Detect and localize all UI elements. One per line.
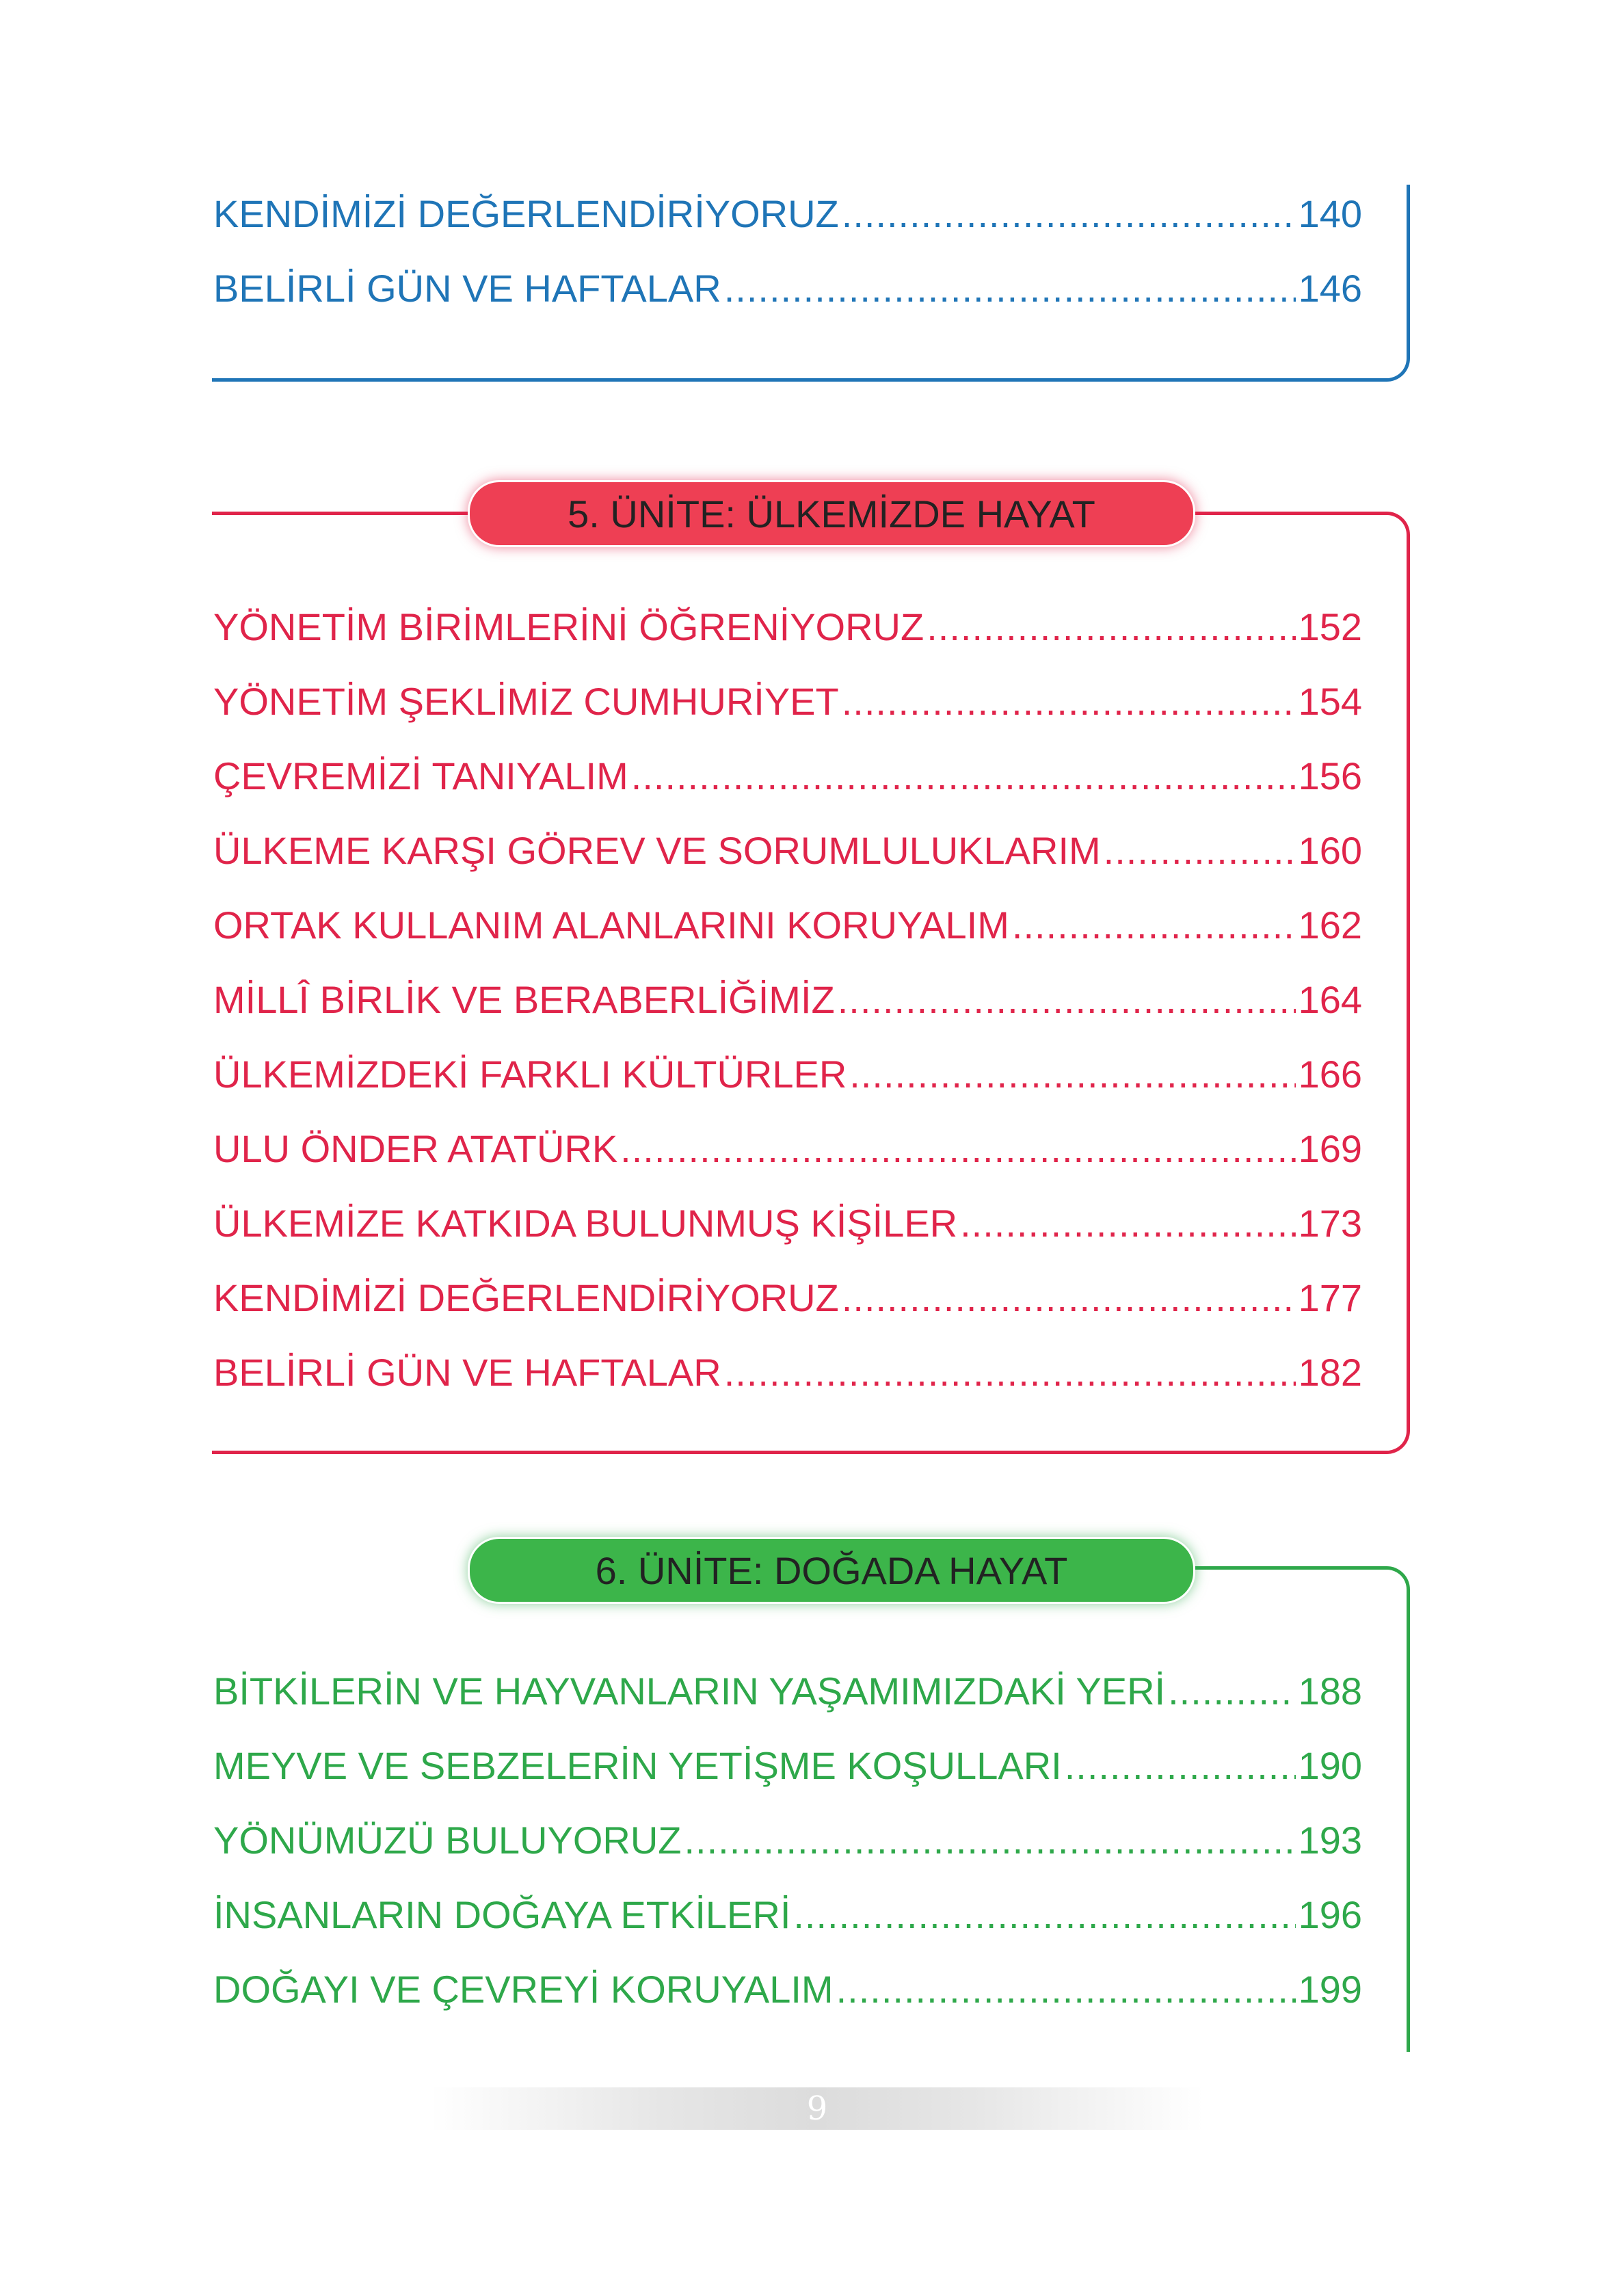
toc-entry-page: 169	[1298, 1127, 1362, 1170]
toc-entry[interactable]	[213, 1335, 1362, 1410]
section6-heading-banner	[468, 1537, 1195, 1604]
toc-entry-page: 152	[1298, 605, 1362, 648]
toc-entry[interactable]	[213, 1261, 1362, 1335]
leader-dots	[838, 962, 1296, 1037]
toc-entry-page: 162	[1298, 903, 1362, 947]
section5-heading: 5. ÜNİTE: ÜLKEMİZDE HAYAT	[568, 492, 1095, 536]
page-number-bar	[431, 2087, 1203, 2130]
toc-entry-title: YÖNETİM ŞEKLİMİZ CUMHURİYET	[213, 680, 839, 723]
toc-entry[interactable]	[213, 1728, 1362, 1803]
toc-entry[interactable]	[213, 962, 1362, 1037]
toc-entry[interactable]	[213, 590, 1362, 664]
leader-dots	[836, 1952, 1296, 2027]
section5-toc-list	[213, 590, 1362, 1410]
toc-entry-title: İNSANLARIN DOĞAYA ETKİLERİ	[213, 1893, 791, 1936]
toc-entry-title: ÜLKEMİZE KATKIDA BULUNMUŞ KİŞİLER	[213, 1202, 958, 1245]
leader-dots	[631, 739, 1296, 813]
leader-dots	[842, 1261, 1296, 1335]
leader-dots	[849, 1037, 1295, 1111]
toc-entry-title: MEYVE VE SEBZELERİN YETİŞME KOŞULLARI	[213, 1744, 1062, 1787]
page-number: 9	[806, 2089, 828, 2128]
toc-entry[interactable]	[213, 1186, 1362, 1261]
toc-entry-page: 199	[1298, 1968, 1362, 2011]
leader-dots	[1012, 888, 1296, 962]
toc-entry-page: 177	[1298, 1276, 1362, 1319]
toc-entry-page: 164	[1298, 978, 1362, 1021]
toc-entry-page: 140	[1298, 192, 1362, 235]
leader-dots	[724, 251, 1296, 326]
toc-entry[interactable]	[213, 813, 1362, 888]
toc-entry-page: 190	[1298, 1744, 1362, 1787]
section4-toc-list	[213, 176, 1362, 326]
toc-entry-page: 154	[1298, 680, 1362, 723]
leader-dots	[842, 176, 1296, 251]
toc-entry-title: KENDİMİZİ DEĞERLENDİRİYORUZ	[213, 192, 839, 235]
toc-entry-title: BELİRLİ GÜN VE HAFTALAR	[213, 1351, 721, 1394]
toc-entry-title: YÖNETİM BİRİMLERİNİ ÖĞRENİYORUZ	[213, 605, 924, 648]
toc-entry-title: KENDİMİZİ DEĞERLENDİRİYORUZ	[213, 1276, 839, 1319]
toc-entry-page: 146	[1298, 267, 1362, 310]
toc-entry[interactable]	[213, 888, 1362, 962]
toc-entry-page: 188	[1298, 1669, 1362, 1713]
toc-entry-page: 196	[1298, 1893, 1362, 1936]
toc-entry-title: YÖNÜMÜZÜ BULUYORUZ	[213, 1819, 682, 1862]
toc-entry-title: BELİRLİ GÜN VE HAFTALAR	[213, 267, 721, 310]
leader-dots	[927, 590, 1295, 664]
leader-dots	[1065, 1728, 1296, 1803]
section5-heading-banner	[468, 480, 1195, 547]
leader-dots	[793, 1877, 1295, 1952]
toc-entry-page: 160	[1298, 829, 1362, 872]
toc-entry-page: 166	[1298, 1053, 1362, 1096]
toc-entry-page: 193	[1298, 1819, 1362, 1862]
toc-entry[interactable]	[213, 1952, 1362, 2027]
toc-entry-title: MİLLÎ BİRLİK VE BERABERLİĞİMİZ	[213, 978, 835, 1021]
toc-entry-title: BİTKİLERİN VE HAYVANLARIN YAŞAMIMIZDAKİ YERİ	[213, 1669, 1166, 1713]
toc-entry-title: DOĞAYI VE ÇEVREYİ KORUYALIM	[213, 1968, 834, 2011]
toc-entry-page: 173	[1298, 1202, 1362, 1245]
toc-entry[interactable]	[213, 1037, 1362, 1111]
toc-entry-title: ÜLKEMİZDEKİ FARKLI KÜLTÜRLER	[213, 1053, 847, 1096]
section6-toc-list	[213, 1654, 1362, 2027]
toc-entry-page: 182	[1298, 1351, 1362, 1394]
toc-entry[interactable]	[213, 251, 1362, 326]
section6-heading: 6. ÜNİTE: DOĞADA HAYAT	[595, 1548, 1068, 1592]
toc-entry[interactable]	[213, 1877, 1362, 1952]
toc-entry[interactable]	[213, 1111, 1362, 1186]
toc-entry-title: ULU ÖNDER ATATÜRK	[213, 1127, 618, 1170]
toc-entry[interactable]	[213, 664, 1362, 739]
leader-dots	[960, 1186, 1295, 1261]
leader-dots	[842, 664, 1296, 739]
toc-entry-title: ORTAK KULLANIM ALANLARINI KORUYALIM	[213, 903, 1009, 947]
toc-entry[interactable]	[213, 1803, 1362, 1877]
toc-entry[interactable]	[213, 176, 1362, 251]
leader-dots	[620, 1111, 1295, 1186]
leader-dots	[1104, 813, 1296, 888]
leader-dots	[684, 1803, 1295, 1877]
toc-entry-title: ÇEVREMİZİ TANIYALIM	[213, 754, 628, 797]
toc-entry[interactable]	[213, 739, 1362, 813]
leader-dots	[1168, 1654, 1295, 1728]
toc-entry-title: ÜLKEME KARŞI GÖREV VE SORUMLULUKLARIM	[213, 829, 1101, 872]
toc-entry-page: 156	[1298, 754, 1362, 797]
leader-dots	[724, 1335, 1296, 1410]
toc-entry[interactable]	[213, 1654, 1362, 1728]
